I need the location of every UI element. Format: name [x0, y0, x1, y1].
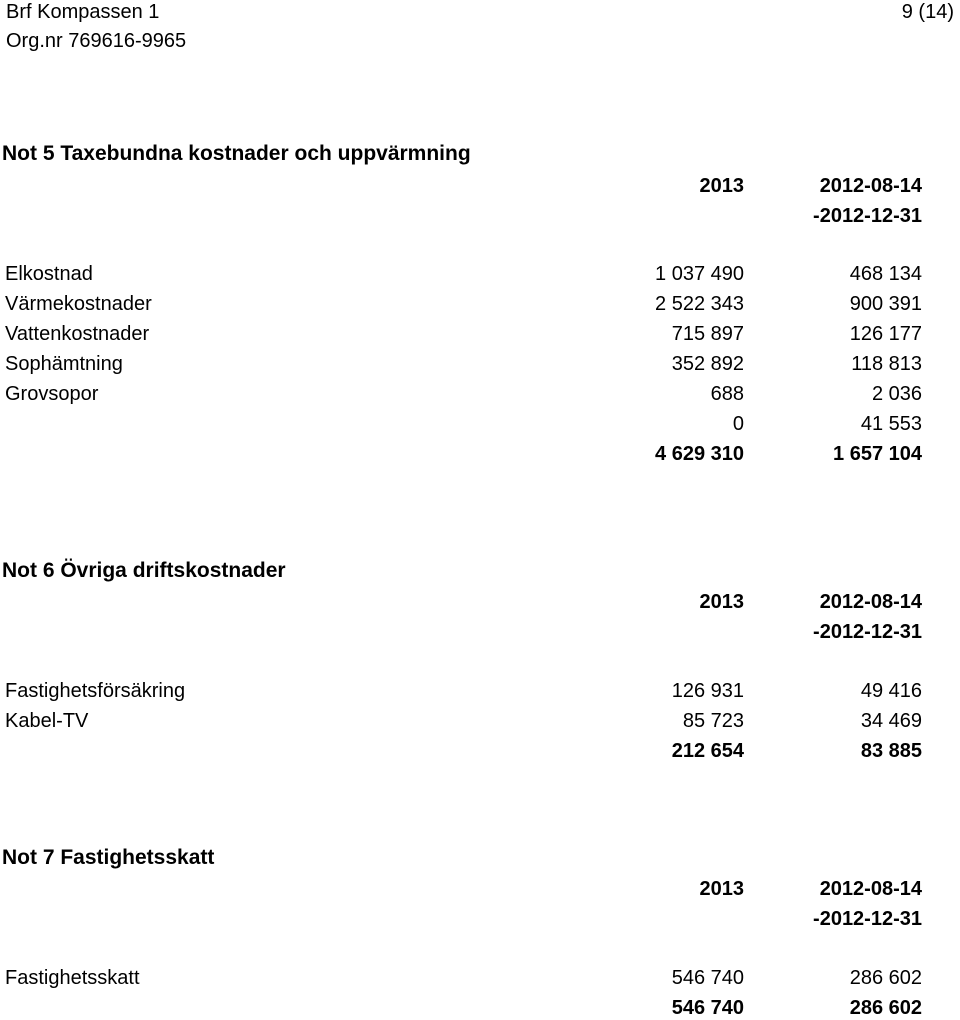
note-6-title: Not 6 Övriga driftskostnader — [2, 559, 286, 582]
value-2012: 126 177 — [849, 323, 922, 345]
value-2013: 2 522 343 — [655, 293, 744, 315]
table-row — [0, 966, 960, 990]
total-2013: 212 654 — [671, 740, 744, 762]
row-label: Fastighetsskatt — [5, 967, 140, 989]
table-row — [0, 679, 960, 703]
col-2012-header-line2: -2012-12-31 — [813, 205, 922, 227]
table-row — [0, 262, 960, 286]
total-row — [0, 996, 960, 1020]
col-2012-header-line2: -2012-12-31 — [813, 908, 922, 930]
table-row — [0, 382, 960, 406]
row-label: Sophämtning — [5, 353, 123, 375]
note-5-header-row-2 — [0, 204, 960, 228]
col-2012-header-line1: 2012-08-14 — [819, 591, 922, 613]
row-label: Elkostnad — [5, 263, 93, 285]
row-label: Kabel-TV — [5, 710, 89, 732]
col-2013-header: 2013 — [699, 591, 744, 613]
value-2012: 286 602 — [849, 967, 922, 989]
value-2013: 688 — [710, 383, 744, 405]
table-row — [0, 322, 960, 346]
note-7-title: Not 7 Fastighetsskatt — [2, 846, 215, 869]
value-2012: 41 553 — [860, 413, 922, 435]
row-label: Vattenkostnader — [5, 323, 150, 345]
note-6-header-row-2 — [0, 620, 960, 644]
value-2013: 546 740 — [671, 967, 744, 989]
note-5-title: Not 5 Taxebundna kostnader och uppvärmning — [2, 142, 471, 165]
value-2013: 715 897 — [671, 323, 744, 345]
col-2013-header: 2013 — [699, 175, 744, 197]
total-2012: 1 657 104 — [833, 443, 922, 465]
table-row — [0, 709, 960, 733]
col-2012-header-line1: 2012-08-14 — [819, 175, 922, 197]
value-2012: 34 469 — [860, 710, 922, 732]
org-number: Org.nr 769616-9965 — [6, 30, 187, 52]
total-row — [0, 442, 960, 466]
row-label: Fastighetsförsäkring — [5, 680, 186, 702]
table-row — [0, 412, 960, 436]
page-number: 9 (14) — [901, 1, 954, 23]
total-2013: 4 629 310 — [655, 443, 744, 465]
value-2012: 468 134 — [849, 263, 922, 285]
col-2012-header-line2: -2012-12-31 — [813, 621, 922, 643]
table-row — [0, 292, 960, 316]
table-row — [0, 352, 960, 376]
value-2013: 1 037 490 — [655, 263, 744, 285]
value-2013: 0 — [732, 413, 744, 435]
col-2013-header: 2013 — [699, 878, 744, 900]
value-2012: 118 813 — [851, 353, 922, 375]
total-2012: 83 885 — [860, 740, 922, 762]
value-2012: 900 391 — [849, 293, 922, 315]
row-label: Grovsopor — [5, 383, 99, 405]
total-2013: 546 740 — [671, 997, 744, 1019]
value-2013: 352 892 — [671, 353, 744, 375]
value-2013: 85 723 — [682, 710, 744, 732]
value-2012: 49 416 — [860, 680, 922, 702]
total-row — [0, 739, 960, 763]
value-2012: 2 036 — [871, 383, 922, 405]
col-2012-header-line1: 2012-08-14 — [819, 878, 922, 900]
value-2013: 126 931 — [671, 680, 744, 702]
note-6-header-row — [0, 590, 960, 614]
note-7-header-row — [0, 877, 960, 901]
total-2012: 286 602 — [849, 997, 922, 1019]
row-label: Värmekostnader — [5, 293, 152, 315]
note-5-header-row — [0, 174, 960, 198]
company-name: Brf Kompassen 1 — [6, 1, 160, 23]
note-7-header-row-2 — [0, 907, 960, 931]
